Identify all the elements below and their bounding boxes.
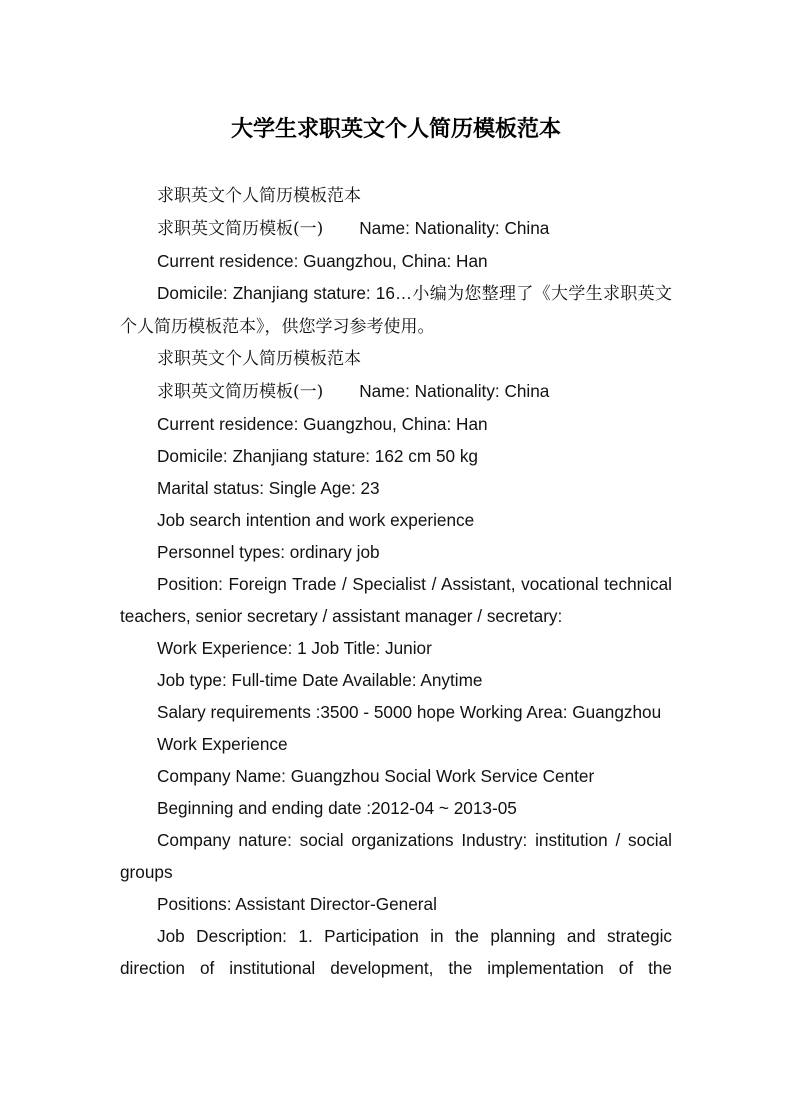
paragraph-company-name: Company Name: Guangzhou Social Work Service Center bbox=[157, 766, 595, 786]
template-label: 求职英文简历模板(一) bbox=[157, 219, 324, 239]
paragraph-work-experience-heading: Work Experience bbox=[157, 734, 288, 754]
paragraph-salary: Salary requirements :3500 - 5000 hope Working Area: Guangzhou bbox=[157, 702, 662, 722]
paragraph-position: Position: Foreign Trade / Specialist / Assistant, vocational technical teachers, senior secretary / assistant manager / secretary: bbox=[120, 574, 672, 626]
paragraph-heading-repeat: 求职英文个人简历模板范本 bbox=[157, 349, 361, 369]
template-label-repeat: 求职英文简历模板(一) bbox=[157, 382, 324, 402]
paragraph-template-name-repeat bbox=[120, 375, 672, 408]
paragraph-template-name bbox=[120, 212, 672, 245]
paragraph-residence: Current residence: Guangzhou, China: Han bbox=[157, 251, 488, 271]
document-body bbox=[120, 180, 672, 984]
paragraph-heading: 求职英文个人简历模板范本 bbox=[157, 186, 361, 206]
page-title: 大学生求职英文个人简历模板范本 bbox=[230, 116, 561, 142]
domicile-truncated: Domicile: Zhanjiang stature: 16… bbox=[157, 283, 413, 303]
paragraph-job-description: Job Description: 1. Participation in the planning and strategic direction of institutional development, the implementation of the bbox=[120, 926, 672, 978]
paragraph-work-experience-title: Work Experience: 1 Job Title: Junior bbox=[157, 638, 432, 658]
intro-note: 小编为您整理了《大学生求职英文个人简历模板范本》，供您学习参考使用。 bbox=[120, 284, 672, 337]
paragraph-residence-repeat: Current residence: Guangzhou, China: Han bbox=[157, 414, 488, 434]
paragraph-positions: Positions: Assistant Director-General bbox=[157, 894, 437, 914]
paragraph-domicile: Domicile: Zhanjiang stature: 162 cm 50 kg bbox=[157, 446, 478, 466]
paragraph-job-type: Job type: Full-time Date Available: Anytime bbox=[157, 670, 483, 690]
paragraph-marital-status: Marital status: Single Age: 23 bbox=[157, 478, 380, 498]
name-nationality-line-repeat: Name: Nationality: China bbox=[359, 381, 550, 401]
paragraph-personnel-types: Personnel types: ordinary job bbox=[157, 542, 380, 562]
paragraph-job-intention: Job search intention and work experience bbox=[157, 510, 475, 530]
paragraph-company-nature: Company nature: social organizations Industry: institution / social groups bbox=[120, 830, 672, 882]
name-nationality-line: Name: Nationality: China bbox=[359, 218, 550, 238]
paragraph-dates: Beginning and ending date :2012-04 ~ 2013-05 bbox=[157, 798, 517, 818]
paragraph-domicile-intro bbox=[120, 277, 672, 343]
